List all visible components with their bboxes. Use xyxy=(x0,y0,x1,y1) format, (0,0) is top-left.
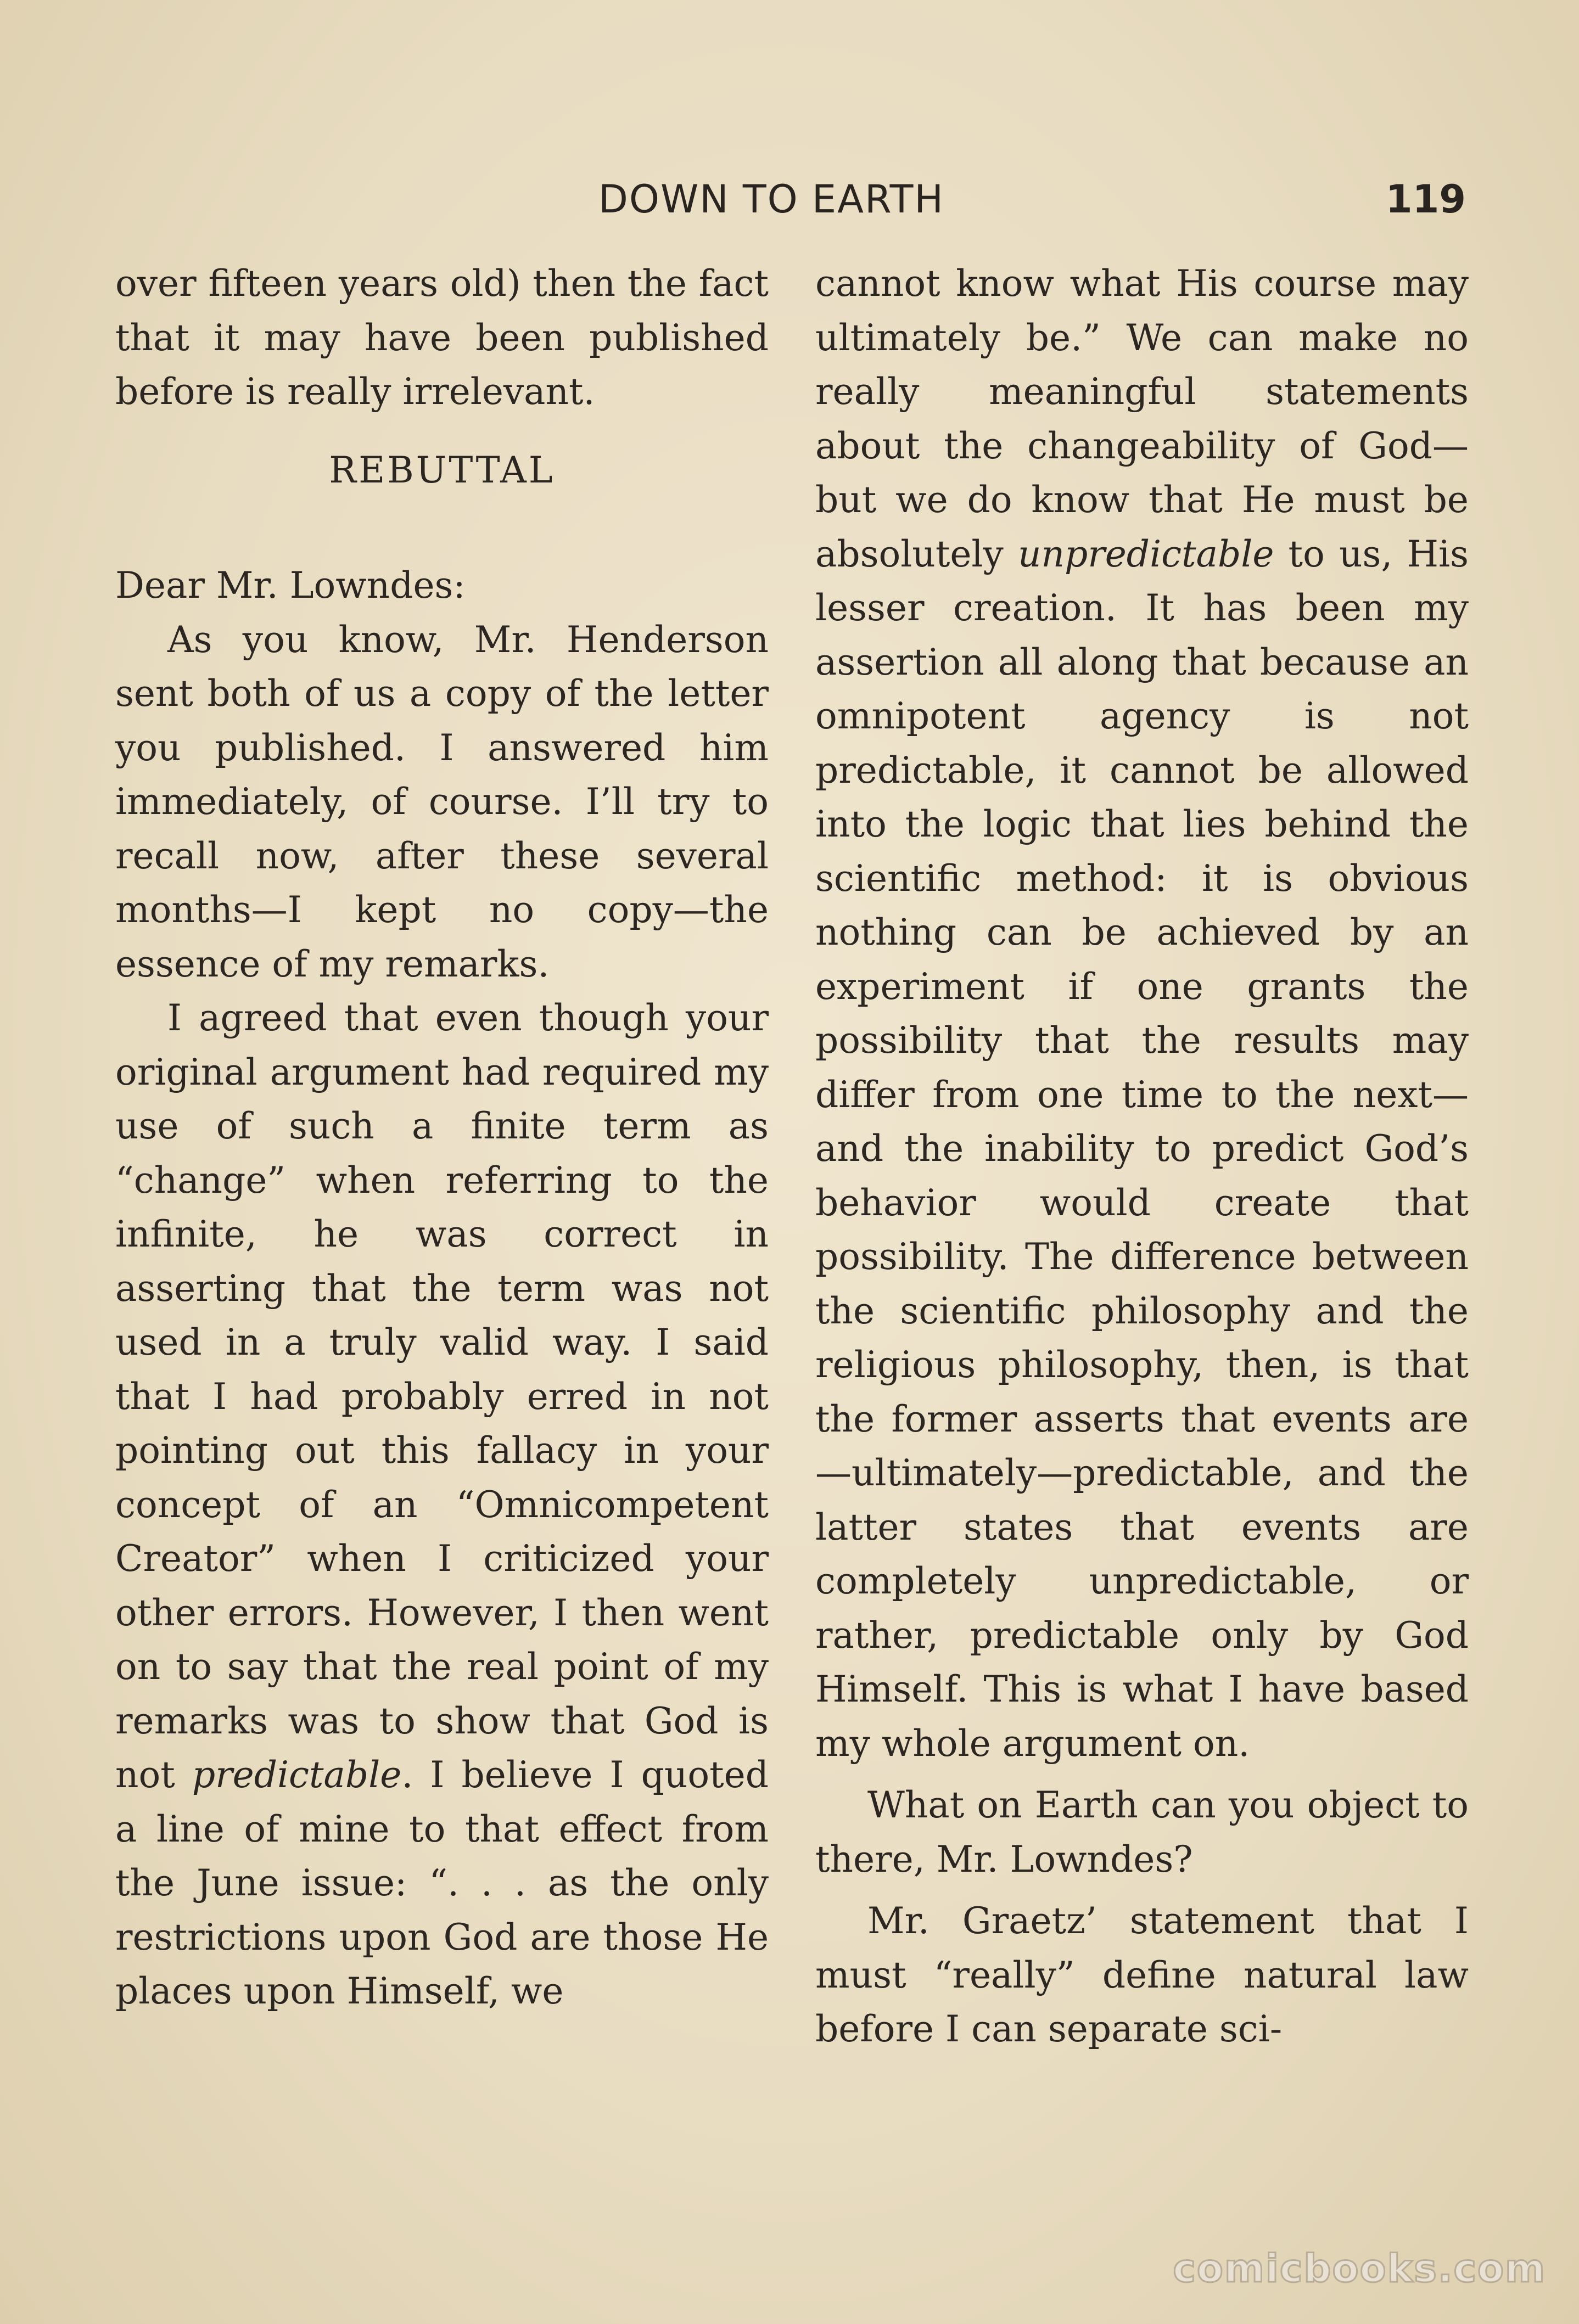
spacer xyxy=(815,1771,1469,1778)
paragraph: As you know, Mr. Henderson sent both of us a copy of the letter you published. I answered him immediately, of course. I’ll try to recall now, after these several months—I kept no copy—the essence of my remarks. xyxy=(115,618,769,985)
salutation: Dear Mr. Lowndes: xyxy=(115,564,466,607)
running-head: DOWN TO EARTH xyxy=(598,177,944,222)
paragraph: Mr. Graetz’ statement that I must “really” define natural law before I can separate sci- xyxy=(815,1900,1469,2050)
paragraph xyxy=(115,991,769,2019)
section-heading: REBUTTAL xyxy=(329,448,555,491)
page-number: 119 xyxy=(1385,177,1466,222)
page-header xyxy=(115,177,1466,232)
emphasis: unpredictable xyxy=(1017,532,1274,575)
spacer xyxy=(815,1887,1469,1894)
paragraph xyxy=(815,257,1469,1771)
paragraph-text: cannot know what His course may ultimately be.” We can make no really meaningful statements about the changeability of God—but we do know that He must be absolutely xyxy=(815,262,1469,575)
paragraph-text: to us, His lesser creation. It has been my assertion all along that because an omnipotent agency is not predictable, it cannot be allowed into the logic that lies behind the scientific method: it is obvious nothing can be achieved by an experiment if one grants the possibility that the results may differ from one time to the next—and the inability to predict God’s behavior would create that possibility. The difference between the scientific philosophy and the religious philosophy, then, is that the former asserts that events are—ultimately—predictable, and the latter states that events are completely unpredictable, or rather, predictable only by God Himself. This is what I have based my whole argument on. xyxy=(815,532,1469,1765)
watermark: comicbooks.com xyxy=(1173,2246,1546,2291)
emphasis: predictable xyxy=(192,1754,402,1796)
paragraph-text: . I believe I quoted a line of mine to that effect from the June issue: “. . . as the only restrictions upon God are those He places upon Himself, we xyxy=(115,1754,769,2012)
right-column xyxy=(815,257,1469,2057)
paragraph-text: I agreed that even though your original argument had required my use of such a finite term as “change” when referring to the infinite, he was correct in asserting that the term was not used in a truly valid way. I said that I had probably erred in not pointing out this fallacy in your concept of an “Omnicompetent Creator” when I criticized your other errors. However, I then went on to say that the real point of my remarks was to show that God is not xyxy=(115,997,769,1796)
paragraph: What on Earth can you object to there, Mr. Lowndes? xyxy=(815,1784,1469,1880)
spacer xyxy=(115,497,769,559)
left-column xyxy=(115,257,769,2019)
spacer xyxy=(115,419,769,444)
paragraph: over fifteen years old) then the fact that it may have been published before is really irrelevant. xyxy=(115,262,769,413)
